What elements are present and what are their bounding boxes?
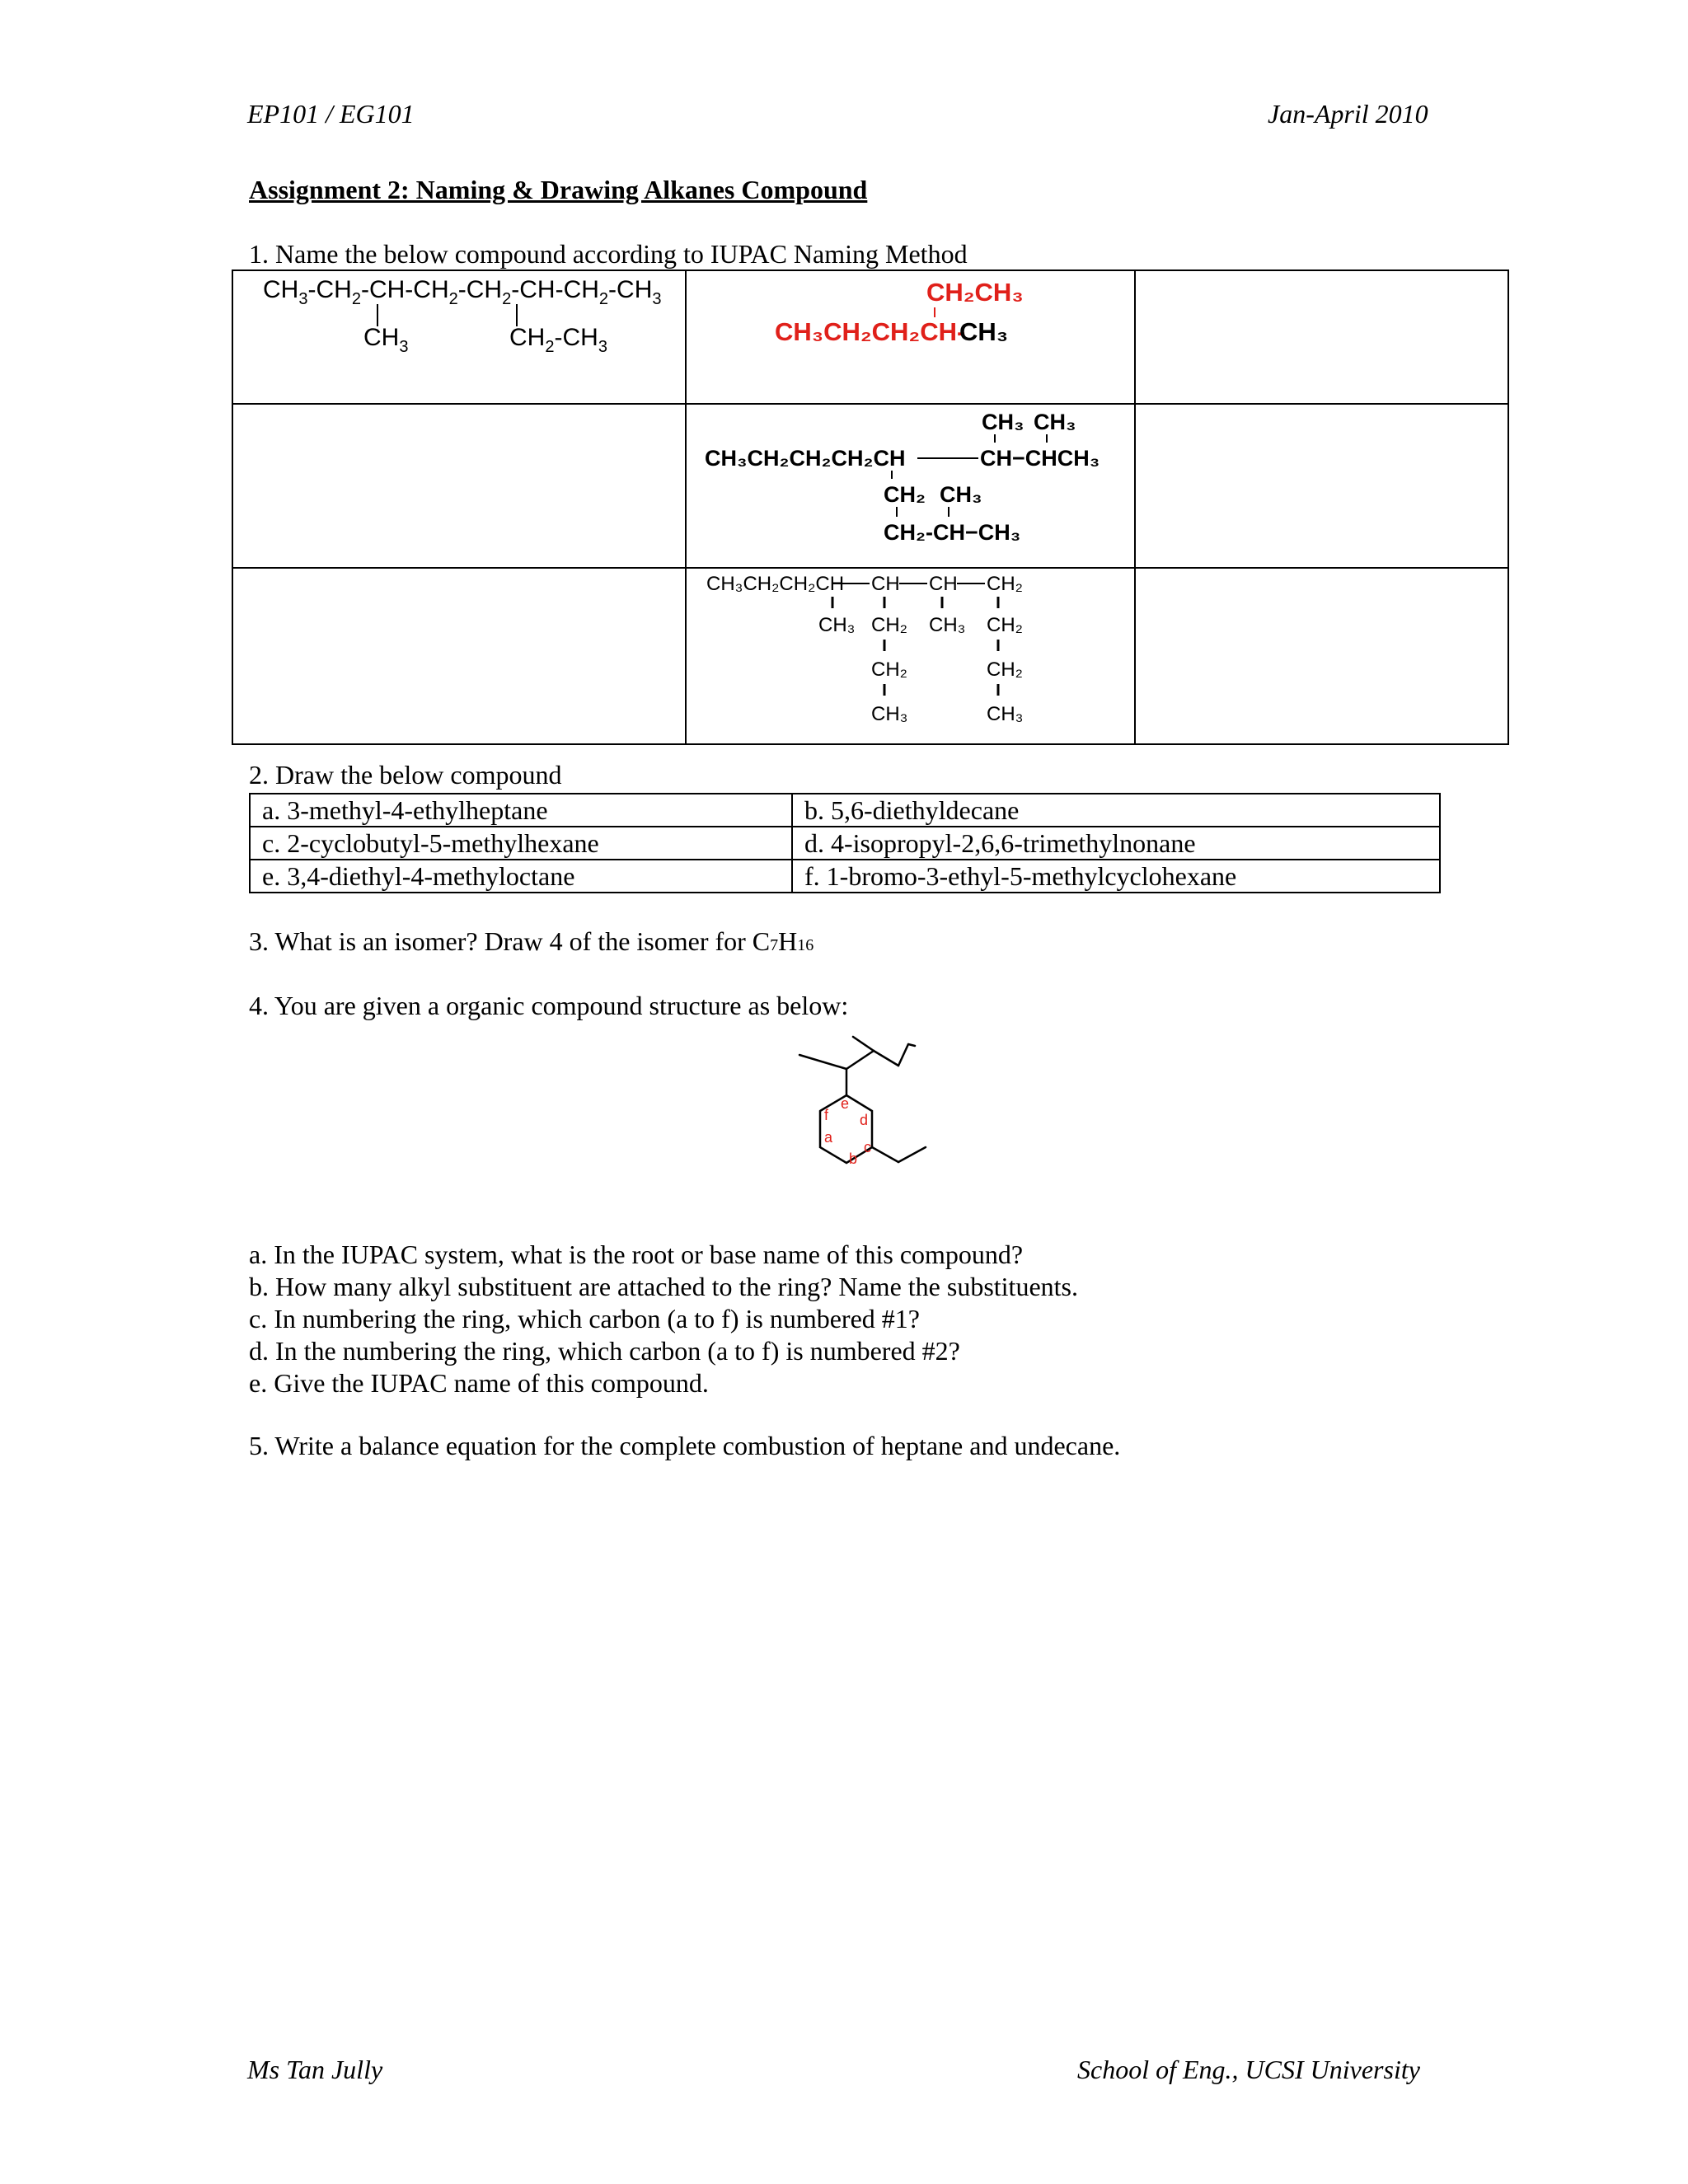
q2-item-f: f. 1-bromo-3-ethyl-5-methylcyclohexane <box>792 860 1440 893</box>
q4-prompt: 4. You are given a organic compound structure as below: <box>249 991 849 1020</box>
assignment-title: Assignment 2: Naming & Drawing Alkanes Compound <box>249 175 868 204</box>
q2-table <box>249 793 1441 893</box>
q1-table <box>232 269 1509 745</box>
s4-r2b: CH₂ <box>871 658 907 681</box>
s4-r2d: CH₂ <box>987 658 1023 681</box>
s1-t5: CH <box>413 276 449 303</box>
svg-text:CH3-CH2-CH-CH2-CH2-CH-CH2-CH3: $CH_3-CH_2-CH-CH_2-CH_2-CH-CH_2-CH_3$ <box>263 276 662 308</box>
q1-answer-3 <box>1135 404 1508 568</box>
methyl-bond <box>799 1055 846 1069</box>
s3-mid2: CH₃ <box>940 482 982 507</box>
s1-t13: 3 <box>652 290 662 308</box>
q2-item-b: b. 5,6-diethyldecane <box>792 794 1440 827</box>
s1-t8: 2 <box>502 290 512 308</box>
s1-t12: CH <box>617 276 653 303</box>
s4-c4: CH₂ <box>987 573 1023 595</box>
s1-sub1: CH <box>363 324 400 351</box>
q2-prompt: 2. Draw the below compound <box>249 760 562 790</box>
footer-school: School of Eng., UCSI University <box>1077 2055 1420 2084</box>
q1-cell-structure-1 <box>232 270 686 404</box>
q1-prompt: 1. Name the below compound according to IUPAC Naming Method <box>249 239 968 269</box>
ring-label-a: a <box>824 1129 833 1146</box>
s1-sub2bn: 3 <box>598 338 607 356</box>
s4-r1a: CH₃ <box>818 614 856 636</box>
s1-sub2: CH <box>509 324 546 351</box>
q4-structure <box>775 1034 931 1199</box>
s4-c2: CH <box>871 573 900 595</box>
s1-t1: 3 <box>298 290 308 308</box>
s2-end: CH₃ <box>959 317 1009 346</box>
q1-answer-5 <box>1135 568 1508 744</box>
s3-bottom: CH₂-CH−CH₃ <box>884 520 1021 545</box>
q1-answer-2 <box>232 404 686 568</box>
q4-question-d: d. In the numbering the ring, which carbon (a to f) is numbered #2? <box>249 1336 960 1366</box>
s4-main: CH₃CH₂CH₂CH <box>706 573 845 595</box>
structure-2 <box>687 271 1134 399</box>
s1-t9: CH <box>519 276 556 303</box>
s2-top: CH₂CH₃ <box>926 278 1024 307</box>
s1-t0: CH <box>263 276 299 303</box>
s4-r1d: CH₂ <box>987 614 1023 636</box>
structure-3 <box>687 405 1134 563</box>
s3-top1: CH₃ <box>982 410 1025 434</box>
q4-questions <box>249 1239 1078 1399</box>
footer-author: Ms Tan Jully <box>247 2055 383 2084</box>
q2-item-a: a. 3-methyl-4-ethylheptane <box>250 794 792 827</box>
q1-cell-structure-2 <box>686 270 1135 404</box>
s1-sub2n: 2 <box>545 338 555 356</box>
q3-text: 3. What is an isomer? Draw 4 of the isomer for C <box>249 926 771 956</box>
q2-item-e: e. 3,4-diethyl-4-methyloctane <box>250 860 792 893</box>
s2-main: CH₃CH₂CH₂CH- <box>775 317 966 346</box>
s3-main: CH₃CH₂CH₂CH₂CH <box>705 446 906 471</box>
header-term: Jan-April 2010 <box>1268 99 1428 129</box>
s4-r1b: CH₂ <box>871 614 907 636</box>
q3-h-subscript: 16 <box>797 936 814 954</box>
s4-r1c: CH₃ <box>929 614 966 636</box>
s1-t11: 2 <box>598 290 609 308</box>
s3-right: CH−CHCH₃ <box>980 446 1100 471</box>
s4-c3: CH <box>929 573 958 595</box>
q4-question-b: b. How many alkyl substituent are attached to the ring? Name the substituents. <box>249 1272 1078 1301</box>
q1-answer-4 <box>232 568 686 744</box>
q2-item-c: c. 2-cyclobutyl-5-methylhexane <box>250 827 792 860</box>
svg-text:CH2-CH3: $CH_2-CH_3$ <box>509 324 607 356</box>
q4-question-c: c. In numbering the ring, which carbon (a to f) is numbered #1? <box>249 1304 920 1333</box>
s1-t3: 2 <box>351 290 361 308</box>
s4-r3d: CH₃ <box>987 703 1024 725</box>
ring-label-c: c <box>864 1139 871 1155</box>
s1-t2: CH <box>316 276 352 303</box>
ring-label-b: b <box>849 1151 858 1167</box>
s1-sub1n: 3 <box>399 338 409 356</box>
s1-sub2b: CH <box>562 324 598 351</box>
q1-cell-structure-3 <box>686 404 1135 568</box>
s3-mid1: CH₂ <box>884 482 926 507</box>
q5-prompt: 5. Write a balance equation for the complete combustion of heptane and undecane. <box>249 1431 1121 1460</box>
ring-label-e: e <box>841 1095 850 1112</box>
q1-answer-1 <box>1135 270 1508 404</box>
structure-1 <box>233 271 685 399</box>
structure-4 <box>687 569 1134 739</box>
q4-question-e: e. Give the IUPAC name of this compound. <box>249 1368 709 1398</box>
svg-text:CH3 <box>363 324 408 356</box>
ring-label-d: d <box>860 1112 869 1128</box>
q1-cell-structure-4 <box>686 568 1135 744</box>
s1-t4: CH <box>368 276 406 303</box>
ring-label-f: f <box>824 1107 829 1123</box>
q3-prompt <box>249 926 814 957</box>
q4-question-a: a. In the IUPAC system, what is the root or base name of this compound? <box>249 1240 1024 1269</box>
s1-t6: 2 <box>448 290 458 308</box>
s1-t7: CH <box>466 276 503 303</box>
s3-top2: CH₃ <box>1034 410 1076 434</box>
header-course: EP101 / EG101 <box>247 99 415 129</box>
q3-h: H <box>778 926 798 956</box>
q2-item-d: d. 4-isopropyl-2,6,6-trimethylnonane <box>792 827 1440 860</box>
s1-t10: CH <box>563 276 599 303</box>
q3-c-subscript: 7 <box>770 936 779 954</box>
s4-r3b: CH₃ <box>871 703 908 725</box>
